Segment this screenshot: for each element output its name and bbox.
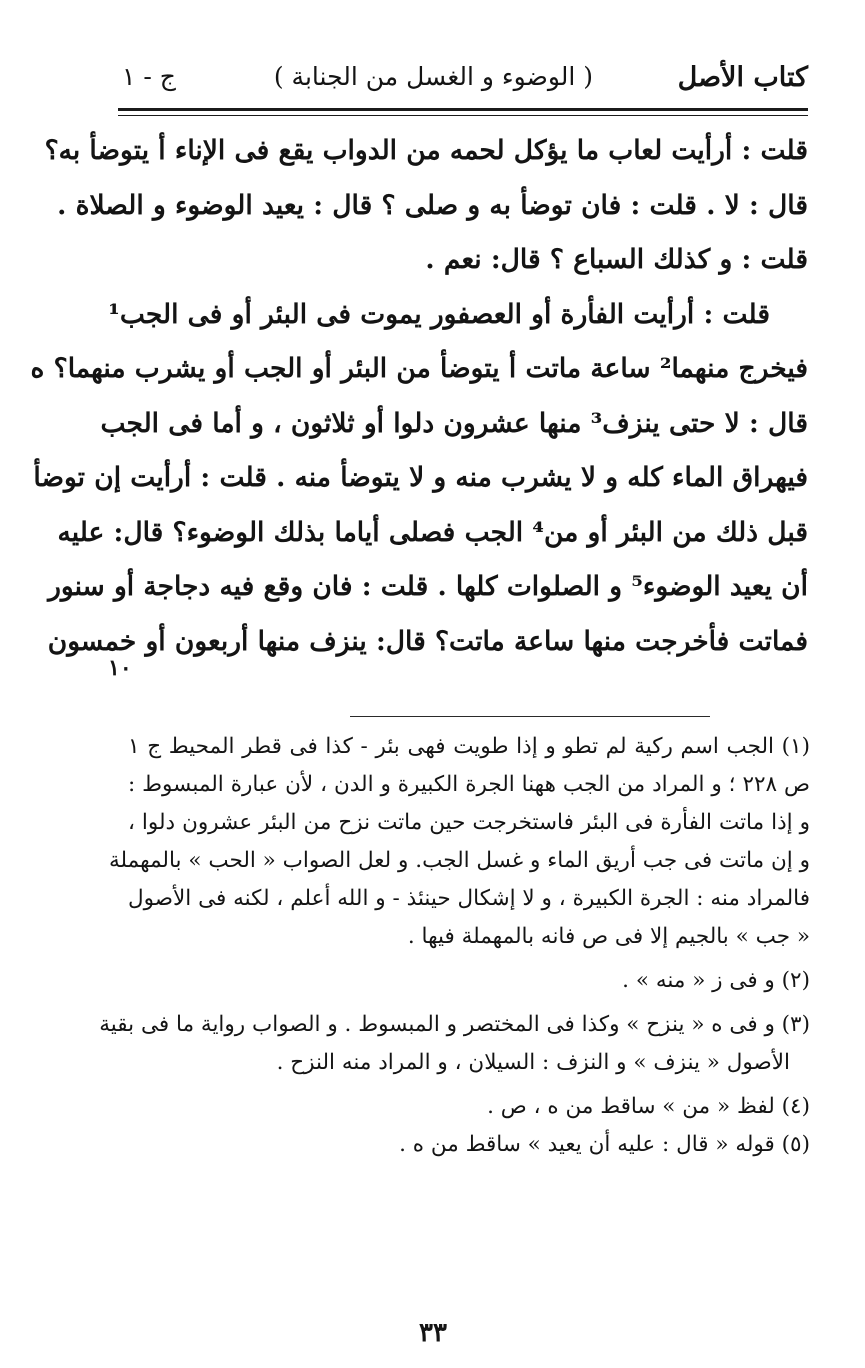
text-line: قلت : و كذلك السباع ؟ قال: نعم .: [425, 244, 808, 275]
running-header: [118, 58, 808, 102]
text-line: فماتت فأخرجت منها ساعة ماتت؟ قال: ينزف منها أربعون أو خمسون: [47, 625, 808, 657]
header-rule-thin: [118, 115, 808, 116]
page-number: ٣٣: [419, 1318, 447, 1348]
footnote-separator: [350, 716, 710, 717]
text-line: قلت : أرأيت الفأرة أو العصفور يموت فى البئر أو فى الجب¹: [108, 298, 770, 330]
footnote-line: (٣) و فى ه « ينزح » وكذا فى المختصر و المبسوط . و الصواب رواية ما فى بقية: [99, 1012, 810, 1037]
footnote-line: (٤) لفظ « من » ساقط من ه ، ص .: [487, 1094, 810, 1119]
text-line: قلت : أرأيت لعاب ما يؤكل لحمه من الدواب يقع فى الإناء أ يتوضأ به؟: [44, 135, 808, 166]
footnote-line: « جب » بالجيم إلا فى ص فانه بالمهملة فيها .: [407, 924, 810, 949]
footnote-line: الأصول « ينزف » و النزف : السيلان ، و المراد منه النزح .: [276, 1050, 790, 1075]
footnote-line: و إذا ماتت الفأرة فى البئر فاستخرجت حين ماتت نزح من البئر عشرون دلوا ،: [128, 810, 810, 835]
text-line: قال : لا . قلت : فان توضأ به و صلى ؟ قال : يعيد الوضوء و الصلاة .: [57, 189, 808, 221]
chapter-title: ( الوضوء و الغسل من الجنابة ): [273, 62, 593, 91]
book-title: كتاب الأصل: [677, 62, 808, 93]
footnote-line: (١) الجب اسم ركية لم تطو و إذا طويت فهى بئر - كذا فى قطر المحيط ج ١: [128, 734, 810, 759]
footnote-line: (٥) قوله « قال : عليه أن يعيد » ساقط من ه .: [399, 1132, 810, 1157]
line-number: ١٠: [108, 655, 132, 681]
text-line: قال : لا حتى ينزف³ منها عشرون دلوا أو ثلاثون ، و أما فى الجب: [100, 407, 808, 439]
text-line: أن يعيد الوضوء⁵ و الصلوات كلها . قلت : فان وقع فيه دجاجة أو سنور: [48, 571, 808, 602]
volume-number: ج - ١: [122, 62, 176, 91]
text-line: فيهراق الماء كله و لا يشرب منه و لا يتوضأ منه . قلت : أرأيت إن توضأ: [33, 462, 808, 493]
footnotes: [99, 728, 811, 1164]
footnote-line: فالمراد منه : الجرة الكبيرة ، و لا إشكال حينئذ - و الله أعلم ، لكنه فى الأصول: [128, 886, 810, 911]
footnote-line: و إن ماتت فى جب أريق الماء و غسل الجب. و لعل الصواب « الحب » بالمهملة: [109, 848, 810, 873]
footnote-line: (٢) و فى ز « منه » .: [622, 968, 810, 993]
text-line: قبل ذلك من البئر أو من⁴ الجب فصلى أياما بذلك الوضوء؟ قال: عليه: [57, 516, 808, 548]
footnote-line: ص ٢٢٨ ؛ و المراد من الجب ههنا الجرة الكبيرة و الدن ، لأن عبارة المبسوط :: [128, 772, 811, 797]
header-rule-thick: [118, 108, 808, 111]
text-line: فيخرج منهما² ساعة ماتت أ يتوضأ من البئر أو الجب أو يشرب منهما؟ ه: [30, 353, 808, 384]
